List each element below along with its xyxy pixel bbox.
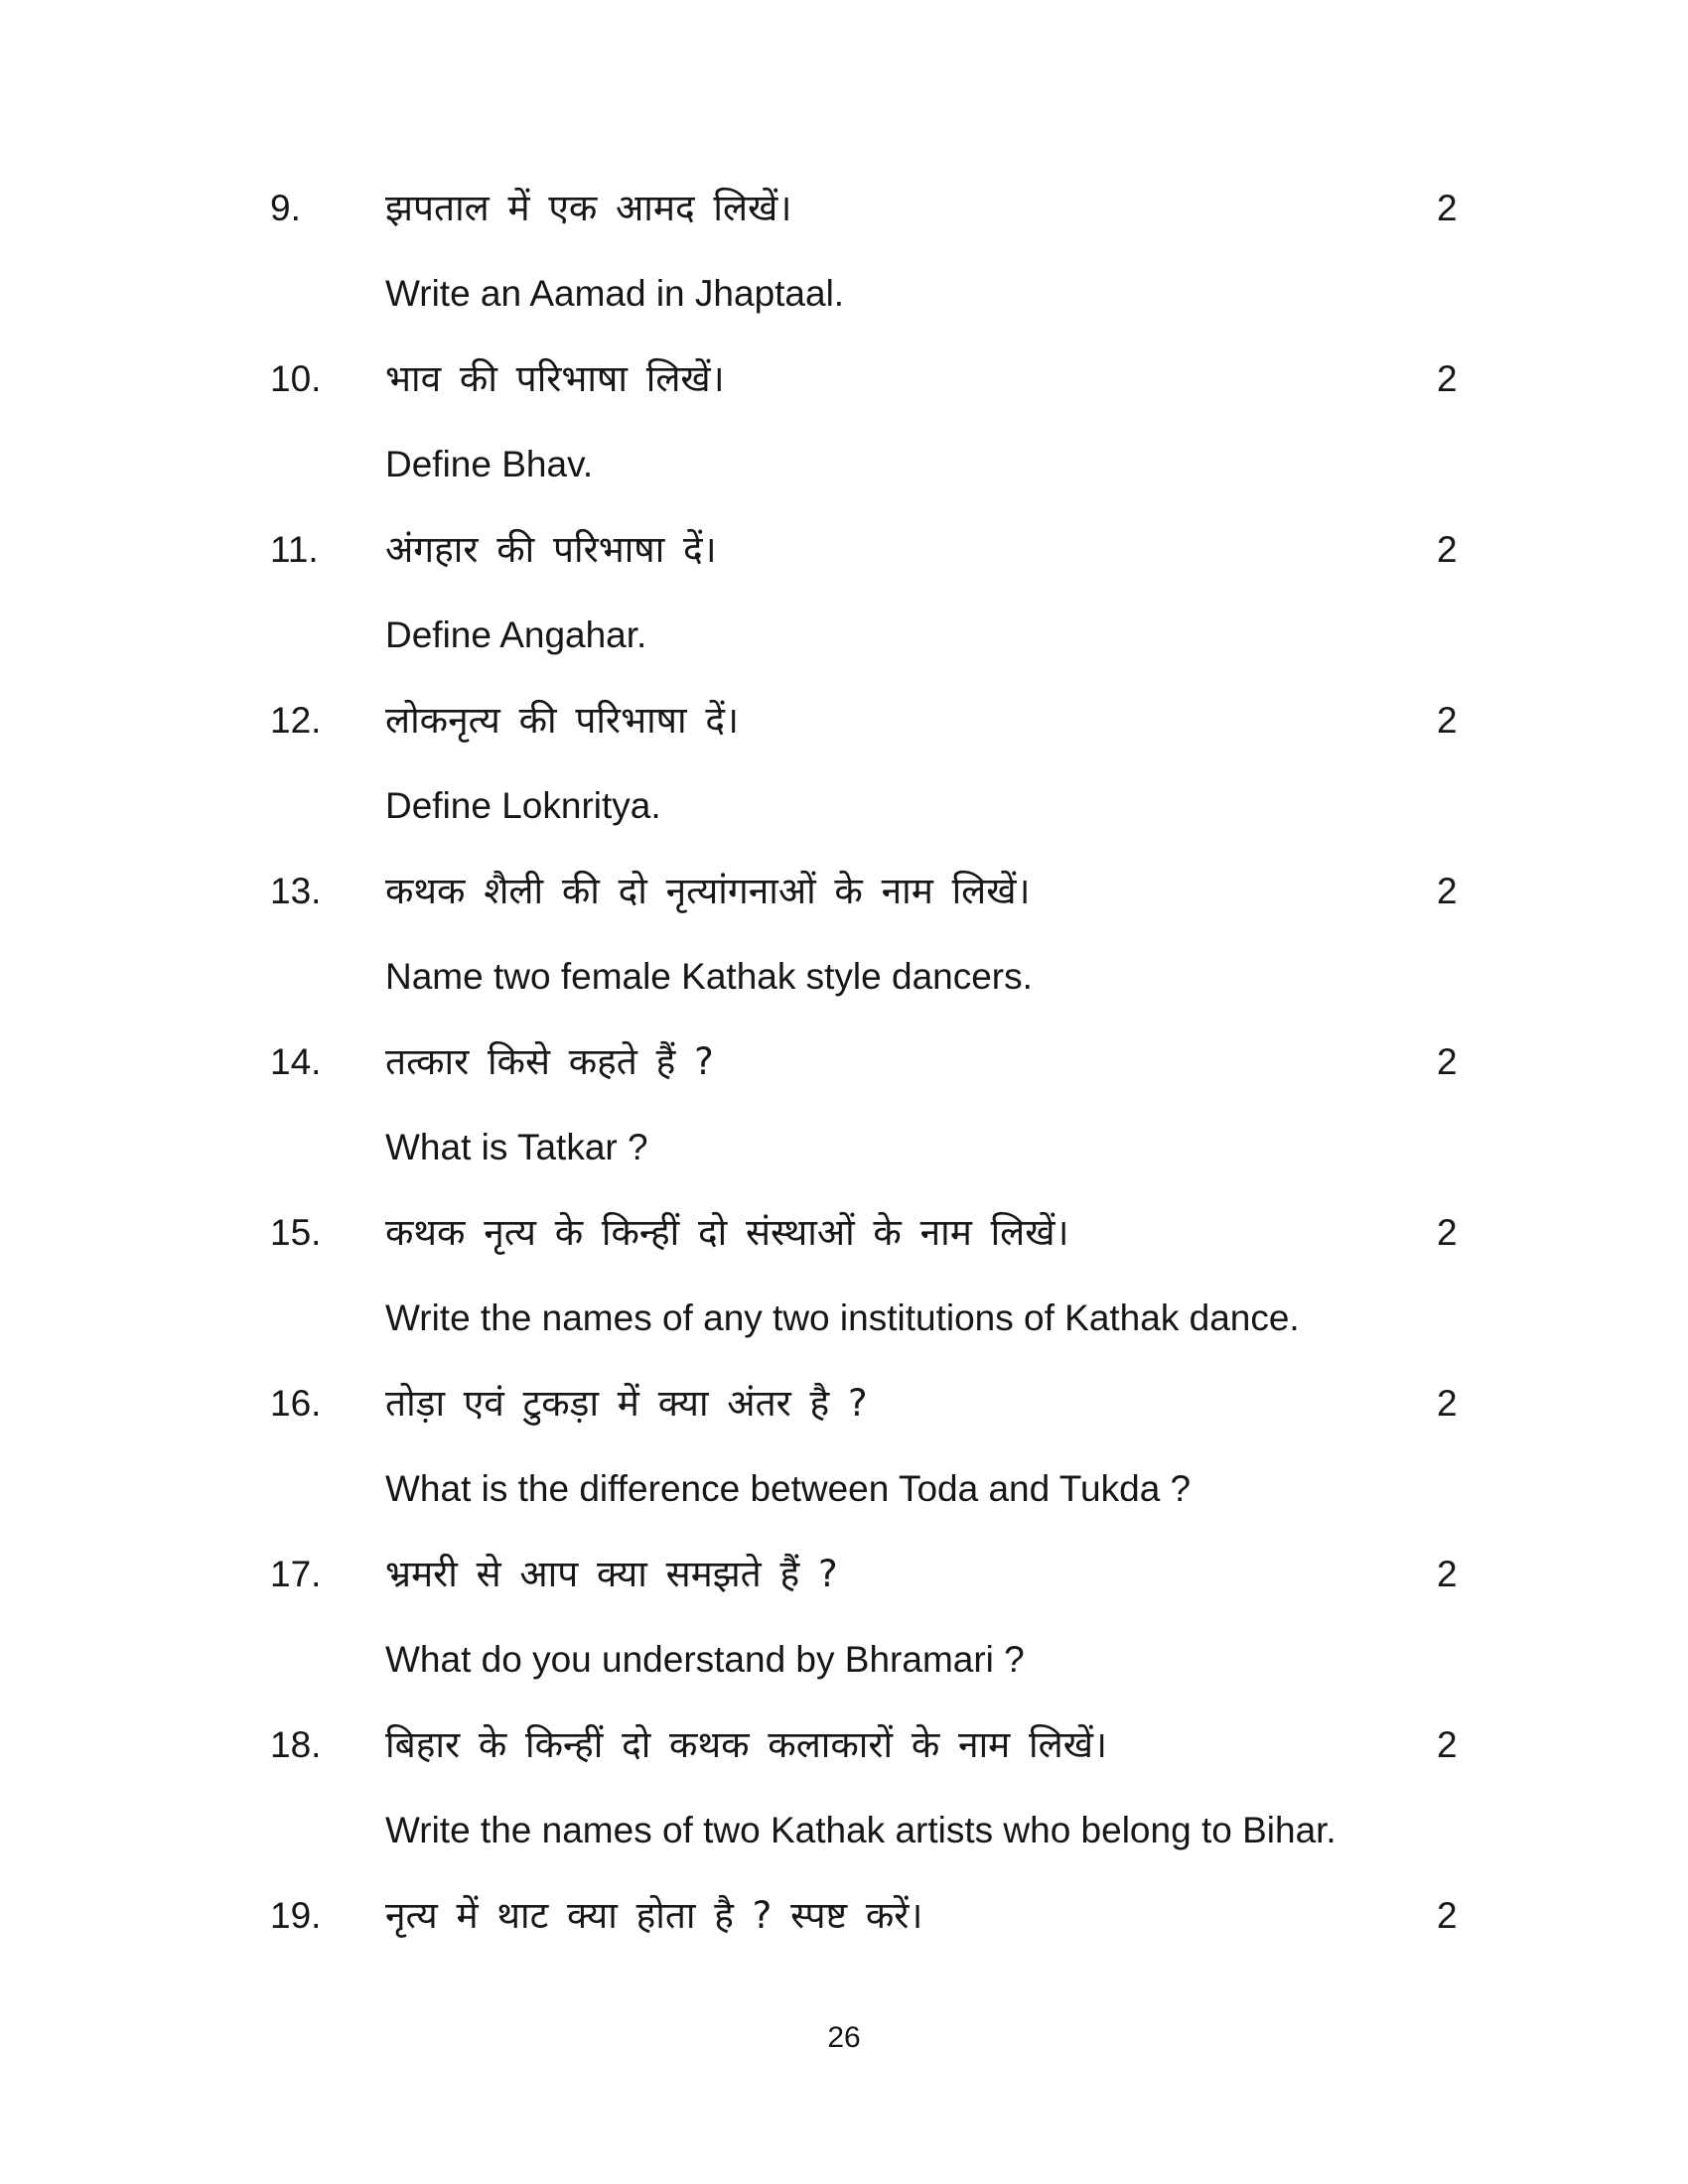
question-marks: 2 [1437, 1383, 1458, 1424]
question-text-english: Name two female Kathak style dancers. [385, 956, 1033, 997]
question-marks: 2 [1437, 1212, 1458, 1253]
question-text-hindi: भाव की परिभाषा लिखें। [385, 357, 725, 400]
question-number: 14. [270, 1041, 322, 1082]
question-text-hindi: तत्कार किसे कहते हैं ? [385, 1040, 714, 1083]
question-text-hindi: झपताल में एक आमद लिखें। [385, 187, 792, 229]
question-marks: 2 [1437, 871, 1458, 911]
question-text-hindi: लोकनृत्य की परिभाषा दें। [385, 699, 740, 742]
question-marks: 2 [1437, 529, 1458, 570]
question-text-english: Define Bhav. [385, 444, 594, 484]
question-item [270, 867, 1688, 1037]
question-marks: 2 [1437, 188, 1458, 228]
question-number: 9. [270, 188, 301, 228]
question-text-english: Write the names of any two institutions of Kathak dance. [385, 1297, 1300, 1338]
question-text-hindi: तोड़ा एवं टुकड़ा में क्या अंतर है ? [385, 1382, 868, 1425]
question-text-english: What is Tatkar ? [385, 1127, 648, 1167]
question-item [270, 1208, 1688, 1379]
question-text-english: Define Loknritya. [385, 785, 661, 826]
question-text-hindi: कथक नृत्य के किन्हीं दो संस्थाओं के नाम लिखें। [385, 1211, 1069, 1254]
question-text-hindi: कथक शैली की दो नृत्यांगनाओं के नाम लिखें। [385, 870, 1031, 912]
question-list [270, 184, 1688, 2062]
question-number: 16. [270, 1383, 322, 1424]
question-text-english: Write the names of two Kathak artists who belong to Bihar. [385, 1810, 1336, 1850]
question-text-english: Define Angahar. [385, 614, 647, 655]
question-text-english: What is the difference between Toda and Tukda ? [385, 1468, 1192, 1509]
question-marks: 2 [1437, 1041, 1458, 1082]
question-marks: 2 [1437, 1724, 1458, 1765]
question-item [270, 696, 1688, 867]
question-text-hindi: नृत्य में थाट क्या होता है ? स्पष्ट करें। [385, 1894, 923, 1937]
question-item [270, 1720, 1688, 1891]
question-number: 18. [270, 1724, 322, 1765]
question-marks: 2 [1437, 1895, 1458, 1936]
question-item [270, 1379, 1688, 1550]
question-number: 11. [270, 529, 319, 570]
question-item [270, 184, 1688, 354]
question-item [270, 525, 1688, 696]
question-marks: 2 [1437, 700, 1458, 741]
page-number: 26 [827, 2021, 861, 2054]
question-number: 13. [270, 871, 322, 911]
question-number: 12. [270, 700, 322, 741]
question-item [270, 1037, 1688, 1208]
question-marks: 2 [1437, 358, 1458, 399]
question-item [270, 354, 1688, 525]
question-item [270, 1550, 1688, 1720]
question-number: 15. [270, 1212, 322, 1253]
question-number: 10. [270, 358, 322, 399]
question-marks: 2 [1437, 1554, 1458, 1594]
question-text-hindi: भ्रमरी से आप क्या समझते हैं ? [385, 1553, 838, 1595]
question-text-english: Write an Aamad in Jhaptaal. [385, 273, 845, 314]
question-number: 19. [270, 1895, 322, 1936]
question-number: 17. [270, 1554, 322, 1594]
question-text-hindi: अंगहार की परिभाषा दें। [385, 528, 717, 571]
question-text-hindi: बिहार के किन्हीं दो कथक कलाकारों के नाम लिखें। [385, 1723, 1107, 1766]
question-text-english: What do you understand by Bhramari ? [385, 1639, 1025, 1680]
